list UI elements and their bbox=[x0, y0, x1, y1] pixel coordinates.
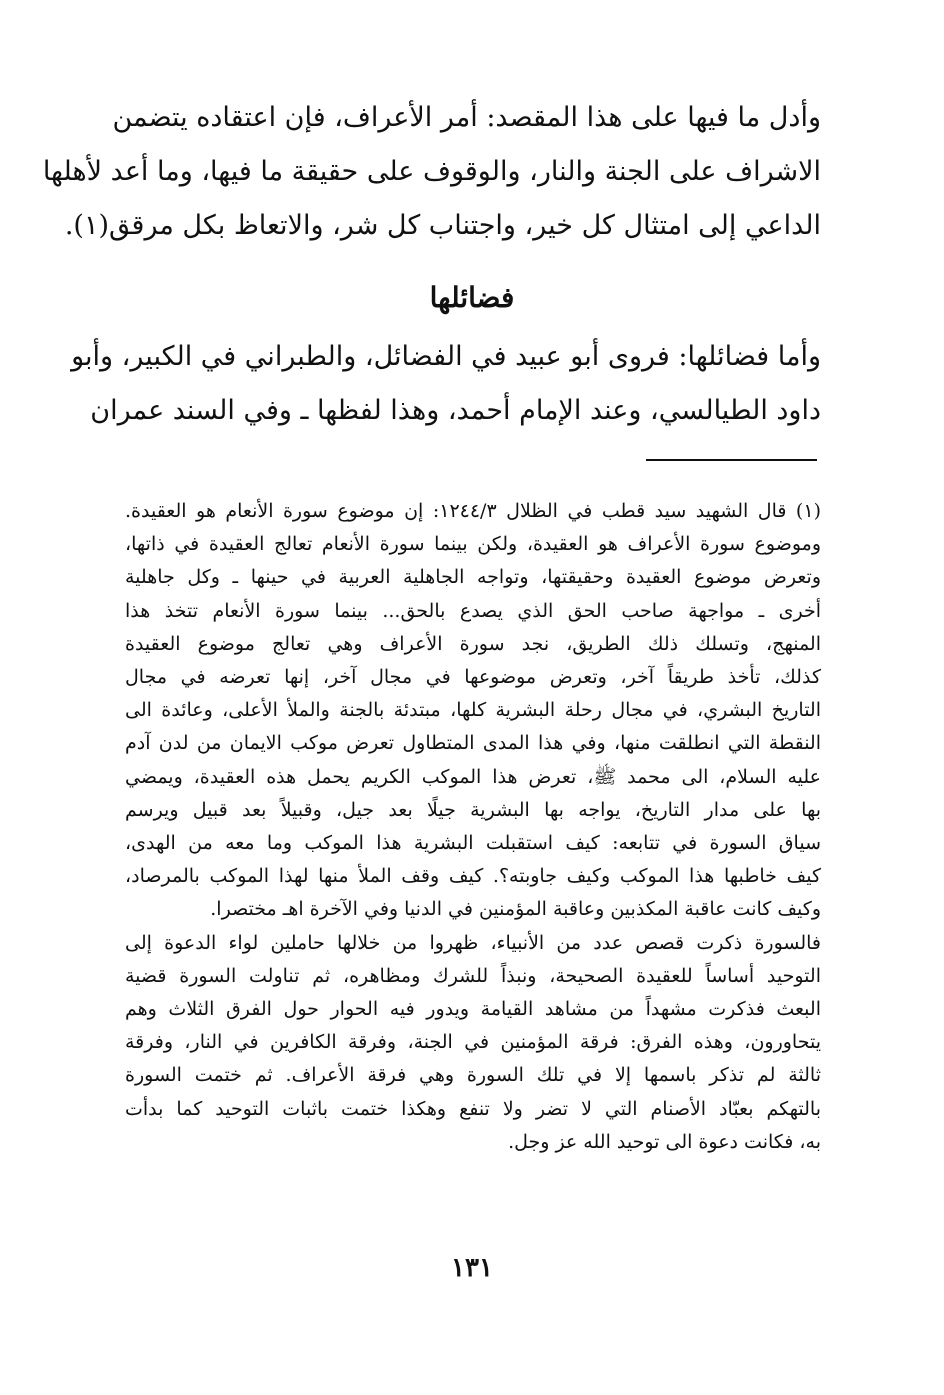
body-line: داود الطيالسي، وعند الإمام أحمد، وهذا لفظها ـ وفي السند عمران bbox=[90, 395, 821, 426]
footnote-separator bbox=[646, 459, 817, 461]
footnote-line: يتحاورون، وهذه الفرق: فرقة المؤمنين في الجنة، وفرقة الكافرين في النار، وفرقة bbox=[125, 1031, 821, 1053]
footnote-line: التاريخ البشري، في مجال رحلة البشرية كلها، مبتدئة بالجنة والملأ الأعلى، وعائدة الى bbox=[125, 699, 821, 721]
section-heading: فضائلها bbox=[429, 281, 515, 314]
footnote-line: وموضوع سورة الأعراف هو العقيدة، ولكن بينما سورة الأنعام تعالج العقيدة في ذاتها، bbox=[125, 533, 821, 555]
footnote-line: سياق السورة في تتابعه: كيف استقبلت البشرية هذا الموكب وما معه من الهدى، bbox=[125, 832, 821, 854]
footnote-line: بالتهكم بعبّاد الأصنام التي لا تضر ولا تنفع وهكذا ختمت باثبات التوحيد كما بدأت bbox=[125, 1098, 821, 1120]
footnote-line: كذلك، تأخذ طريقاً آخر، وتعرض موضوعها في مجال آخر، إنها تعرضه في مجال bbox=[125, 666, 821, 688]
footnote-line: وكيف كانت عاقبة المكذبين وعاقبة المؤمنين في الدنيا وفي الآخرة اهـ مختصرا. bbox=[210, 898, 821, 920]
body-line: الاشراف على الجنة والنار، والوقوف على حقيقة ما فيها، وما أعد لأهلها bbox=[42, 156, 821, 187]
footnote-line: المنهج، وتسلك ذلك الطريق، نجد سورة الأعراف وهي تعالج موضوع العقيدة bbox=[125, 633, 821, 655]
footnote-line: (١) قال الشهيد سيد قطب في الظلال ١٢٤٤/٣: إن موضوع سورة الأنعام هو العقيدة. bbox=[125, 500, 821, 522]
footnote-line: ثالثة لم تذكر باسمها إلا في تلك السورة وهي فرقة الأعراف. ثم ختمت السورة bbox=[125, 1064, 821, 1086]
footnote-line: النقطة التي انطلقت منها، وفي هذا المدى المتطاول تعرض موكب الايمان من لدن آدم bbox=[125, 732, 821, 754]
body-line: وأما فضائلها: فروى أبو عبيد في الفضائل، والطبراني في الكبير، وأبو bbox=[71, 341, 821, 372]
footnote-line: وتعرض موضوع العقيدة وحقيقتها، وتواجه الجاهلية العربية في حينها ـ وكل جاهلية bbox=[125, 566, 821, 588]
footnote-line: عليه السلام، الى محمد ﷺ، تعرض هذا الموكب الكريم يحمل هذه العقيدة، ويمضي bbox=[125, 766, 821, 788]
page-number: ١٣١ bbox=[451, 1253, 493, 1283]
footnote-line: فالسورة ذكرت قصص عدد من الأنبياء، ظهروا من خلالها حاملين لواء الدعوة إلى bbox=[125, 932, 821, 954]
footnote-line: البعث فذكرت مشهداً من مشاهد القيامة ويدور فيه الحوار حول الفرق الثلاث وهم bbox=[125, 998, 821, 1020]
footnote-line: التوحيد أساساً للعقيدة الصحيحة، ونبذاً للشرك ومظاهره، ثم تناولت السورة قضية bbox=[125, 965, 821, 987]
footnote-line: به، فكانت دعوة الى توحيد الله عز وجل. bbox=[508, 1131, 821, 1153]
footnote-line: كيف خاطبها هذا الموكب وكيف جاوبته؟. كيف وقف الملأ منها لهذا الموكب بالمرصاد، bbox=[125, 865, 821, 887]
footnote-line: بها على مدار التاريخ، يواجه بها البشرية جيلًا بعد جيل، وقبيلاً بعد قبيل ويرسم bbox=[125, 799, 821, 821]
body-line: وأدل ما فيها على هذا المقصد: أمر الأعراف، فإن اعتقاده يتضمن bbox=[112, 102, 821, 133]
body-line: الداعي إلى امتثال كل خير، واجتناب كل شر، والاتعاظ بكل مرقق(١). bbox=[64, 210, 821, 241]
footnote-line: أخرى ـ مواجهة صاحب الحق الذي يصدع بالحق... بينما سورة الأنعام تتخذ هذا bbox=[125, 600, 821, 622]
